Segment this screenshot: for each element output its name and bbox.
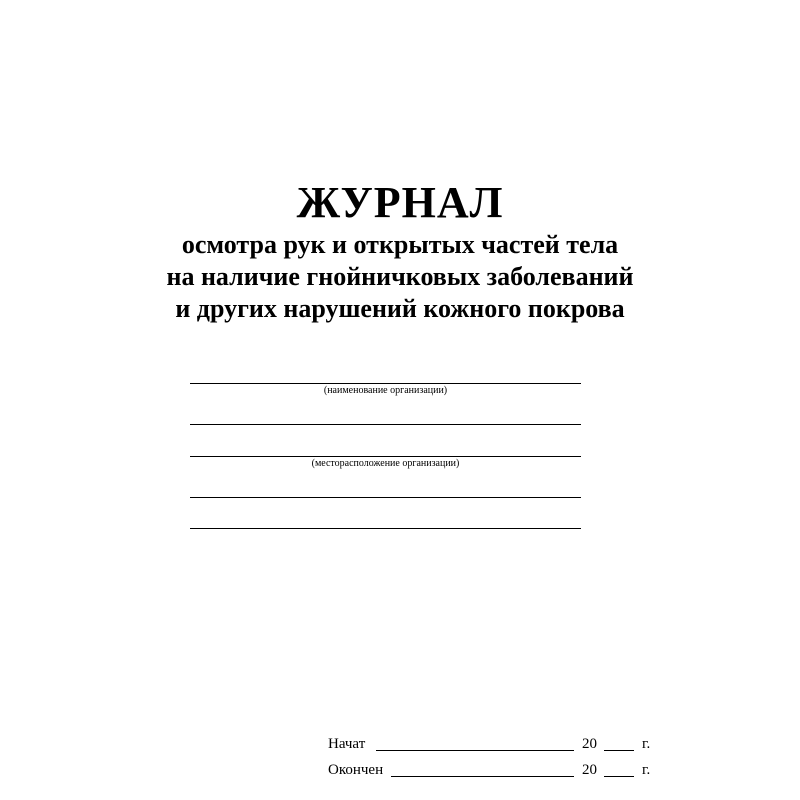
organization-name-line-2 bbox=[190, 424, 581, 425]
document-title: ЖУРНАЛ bbox=[296, 178, 504, 227]
subtitle-line-1: осмотра рук и открытых частей тела bbox=[181, 230, 619, 259]
started-year-prefix: 20 bbox=[582, 736, 597, 752]
ended-label: Окончен bbox=[328, 762, 384, 778]
organization-location-line-2 bbox=[190, 497, 581, 498]
ended-year-blank bbox=[604, 776, 634, 777]
organization-location-line-3 bbox=[190, 528, 581, 529]
ended-year-prefix: 20 bbox=[582, 762, 597, 778]
started-date-blank bbox=[376, 750, 574, 751]
organization-location-caption: (месторасположение организации) bbox=[311, 458, 460, 469]
started-year-suffix: г. bbox=[642, 736, 651, 752]
started-year-blank bbox=[604, 750, 634, 751]
organization-name-line bbox=[190, 383, 581, 384]
subtitle-line-3: и других нарушений кожного покрова bbox=[175, 294, 625, 323]
ended-date-blank bbox=[391, 776, 574, 777]
organization-name-caption: (наименование организации) bbox=[323, 385, 448, 396]
subtitle-line-2: на наличие гнойничковых заболеваний bbox=[166, 262, 634, 291]
organization-location-line bbox=[190, 456, 581, 457]
ended-year-suffix: г. bbox=[642, 762, 651, 778]
started-label: Начат bbox=[328, 736, 366, 752]
